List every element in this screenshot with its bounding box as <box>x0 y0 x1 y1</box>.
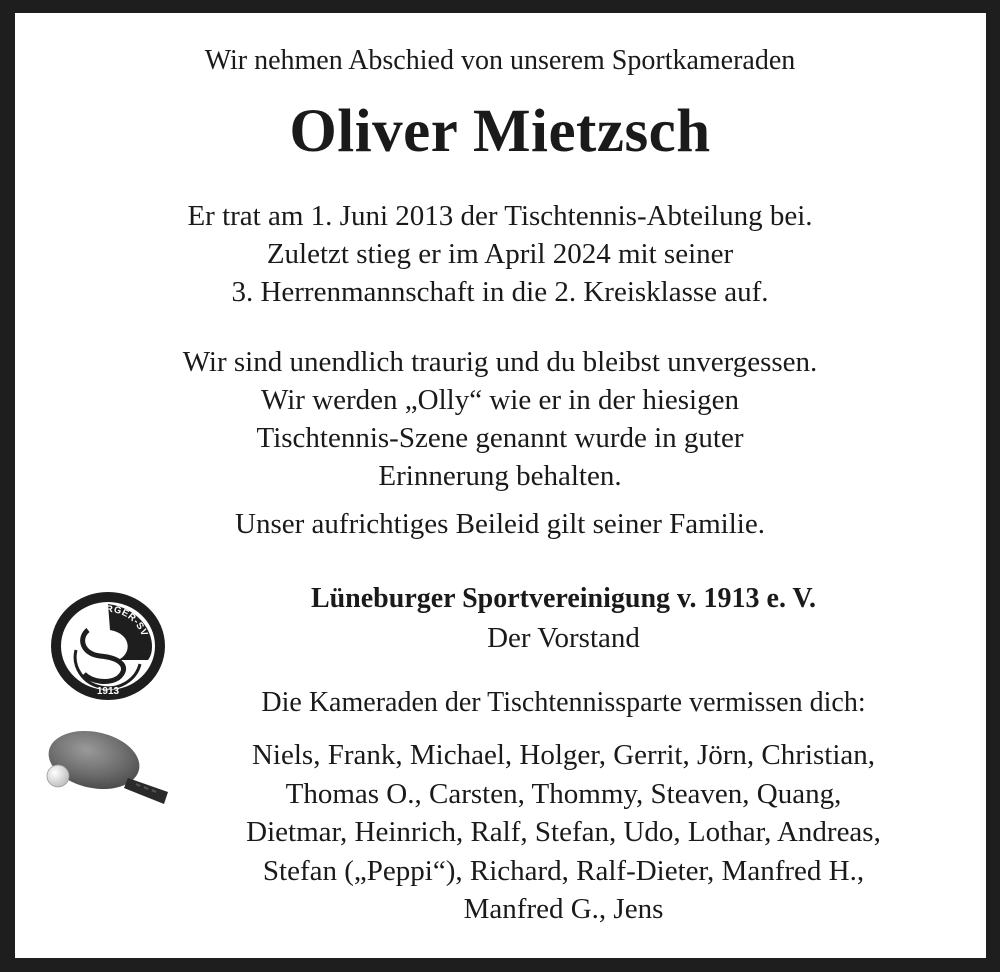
text-line: Erinnerung behalten. <box>378 460 622 492</box>
crest-arc-text: LÜNEBURGER-SV <box>66 603 150 639</box>
club-crest-icon <box>48 590 168 702</box>
board-signature: Der Vorstand <box>487 622 640 654</box>
deceased-name: Oliver Mietzsch <box>289 98 711 165</box>
club-name: Lüneburger Sportvereinigung v. 1913 e. V. <box>310 583 817 614</box>
text-line: Er trat am 1. Juni 2013 der Tischtennis-Abteilung bei. <box>187 200 813 232</box>
intro-line: Wir nehmen Abschied von unserem Sportkameraden <box>204 45 796 76</box>
text-line: Wir sind unendlich traurig und du bleibst unvergessen. <box>182 346 818 378</box>
text-line: 3. Herrenmannschaft in die 2. Kreisklasse auf. <box>231 276 769 308</box>
names-line: Thomas O., Carsten, Thommy, Steaven, Quang, <box>285 777 842 810</box>
paragraph-membership <box>0 197 1000 311</box>
text-line: Tischtennis-Szene genannt wurde in guter <box>256 422 744 454</box>
paragraph-remembrance <box>0 343 1000 495</box>
names-line: Dietmar, Heinrich, Ralf, Stefan, Udo, Lothar, Andreas, <box>246 816 881 848</box>
crest-year: 1913 <box>96 686 120 697</box>
text-line: Wir werden „Olly“ wie er in der hiesigen <box>261 384 739 416</box>
names-line: Niels, Frank, Michael, Holger, Gerrit, Jörn, Christian, <box>251 739 876 771</box>
comrades-names <box>185 736 942 929</box>
text-line: Zuletzt stieg er im April 2024 mit seiner <box>266 238 734 270</box>
table-tennis-paddle-icon <box>44 726 172 810</box>
condolence-line: Unser aufrichtiges Beileid gilt seiner Familie. <box>235 508 765 540</box>
names-line: Stefan („Peppi“), Richard, Ralf-Dieter, Manfred H., <box>262 854 865 887</box>
comrades-intro: Die Kameraden der Tischtennissparte vermissen dich: <box>261 687 866 718</box>
names-line: Manfred G., Jens <box>463 893 664 925</box>
